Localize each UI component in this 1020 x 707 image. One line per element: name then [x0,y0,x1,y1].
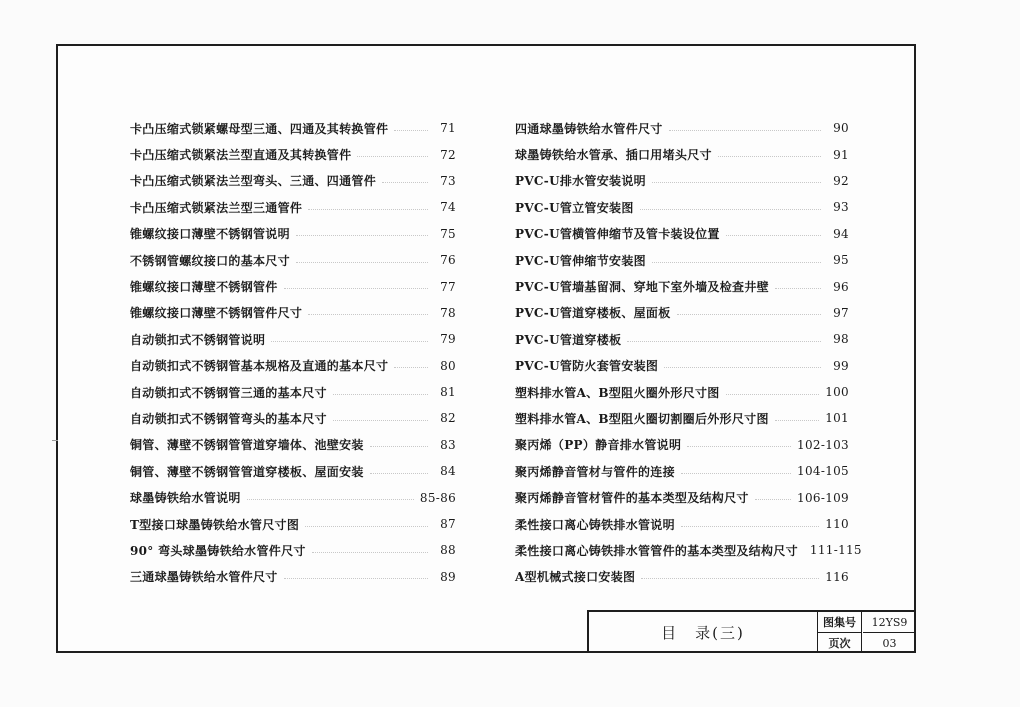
toc-entry-page: 78 [440,305,456,320]
page-number-value: 03 [882,636,897,650]
toc-right-column [515,115,862,590]
toc-entry-page: 74 [440,200,456,215]
toc-entry [515,300,849,326]
toc-entry-title: 90° 弯头球墨铸铁给水管件尺寸 [130,543,306,558]
toc-entry-title: 聚丙烯静音管材管件的基本类型及结构尺寸 [515,491,749,506]
toc-entry [130,194,456,220]
toc-entry-page: 81 [440,385,456,400]
dot-leader [357,156,428,157]
toc-entry [515,221,849,247]
toc-entry [130,484,456,510]
document-title: 目 录(三) [589,612,818,653]
toc-entry-page: 116 [825,569,849,584]
toc-entry-title: 卡凸压缩式锁紧螺母型三通、四通及其转换管件 [130,121,389,136]
dot-leader [755,499,791,500]
toc-entry-title: PVC-U管道穿楼板 [515,332,622,347]
toc-entry [130,221,456,247]
toc-entry-title: PVC-U排水管安装说明 [515,174,646,189]
atlas-number-value: 12YS9 [863,612,916,633]
dot-leader [677,314,821,315]
toc-entry-title: 卡凸压缩式锁紧法兰型直通及其转换管件 [130,148,352,163]
toc-entry-title: PVC-U管伸缩节安装图 [515,253,646,268]
toc-entry [130,273,456,299]
toc-entry-title: 自动锁扣式不锈钢管基本规格及直通的基本尺寸 [130,359,389,374]
dot-leader [726,235,821,236]
toc-entry-title: PVC-U管防火套管安装图 [515,359,659,374]
toc-entry [515,326,849,352]
toc-entry [515,141,849,167]
dot-leader [333,394,428,395]
toc-entry-page: 93 [833,200,849,215]
dot-leader [775,420,819,421]
toc-entry-page: 77 [440,279,456,294]
toc-entry-page: 88 [440,543,456,558]
dot-leader [681,526,819,527]
dot-leader [718,156,821,157]
dot-leader [687,446,791,447]
toc-entry [130,379,456,405]
dot-leader [271,341,428,342]
page-number-label: 页次 [818,633,862,653]
dot-leader [640,209,821,210]
toc-entry [130,353,456,379]
toc-entry-title: 聚丙烯静音管材与管件的连接 [515,464,675,479]
toc-entry-page: 106-109 [797,490,849,505]
toc-entry-title: T型接口球墨铸铁给水管尺寸图 [130,517,300,532]
toc-entry [130,511,456,537]
dot-leader [726,394,820,395]
toc-entry [515,537,862,563]
toc-entry-page: 85-86 [419,490,456,505]
toc-entry-title: 三通球墨铸铁给水管件尺寸 [130,570,278,585]
toc-entry-page: 90 [833,121,849,136]
toc-entry [515,484,849,510]
toc-entry [515,115,849,141]
toc-left-column [130,115,456,590]
toc-entry-title: 自动锁扣式不锈钢管说明 [130,332,266,347]
dot-leader [775,288,821,289]
toc-entry-title: 卡凸压缩式锁紧法兰型三通管件 [130,200,303,215]
toc-entry [515,379,849,405]
dot-leader [669,130,821,131]
dot-leader [308,209,428,210]
toc-entry-title: 卡凸压缩式锁紧法兰型弯头、三通、四通管件 [130,174,377,189]
dot-leader [247,499,414,500]
dot-leader [305,526,428,527]
dot-leader [370,473,428,474]
dot-leader [296,262,428,263]
toc-entry [130,564,456,590]
toc-entry [515,432,849,458]
dot-leader [652,182,821,183]
toc-entry-title: 聚丙烯（PP）静音排水管说明 [515,438,682,453]
toc-entry [515,458,849,484]
toc-entry-title: 塑料排水管A、B型阻火圈切割圈后外形尺寸图 [515,411,769,426]
toc-entry-page: 71 [440,121,456,136]
toc-entry [515,247,849,273]
toc-entry-page: 92 [833,173,849,188]
toc-entry-page: 97 [833,305,849,320]
toc-entry-title: 塑料排水管A、B型阻火圈外形尺寸图 [515,385,720,400]
dot-leader [382,182,428,183]
dot-leader [641,578,819,579]
toc-entry [130,247,456,273]
toc-entry-page: 73 [440,173,456,188]
toc-entry-page: 99 [833,358,849,373]
toc-entry-title: 自动锁扣式不锈钢管三通的基本尺寸 [130,385,327,400]
toc-entry-title: 不锈钢管螺纹接口的基本尺寸 [130,253,290,268]
toc-entry [515,168,849,194]
toc-entry [130,300,456,326]
title-block [587,610,916,653]
toc-entry [130,432,456,458]
dot-leader [370,446,428,447]
toc-entry [130,326,456,352]
toc-entry-title: 铜管、薄壁不锈钢管管道穿楼板、屋面安装 [130,464,364,479]
dot-leader [627,341,821,342]
toc-entry-title: 锥螺纹接口薄壁不锈钢管说明 [130,227,290,242]
toc-entry-title: PVC-U管墙基留洞、穿地下室外墙及检查井壁 [515,280,769,295]
toc-entry [515,564,849,590]
toc-entry-page: 76 [440,253,456,268]
toc-entry-title: PVC-U管道穿楼板、屋面板 [515,306,671,321]
toc-entry-page: 75 [440,226,456,241]
toc-entry [130,115,456,141]
toc-entry-page: 82 [440,411,456,426]
toc-entry-page: 96 [833,279,849,294]
toc-entry-page: 100 [825,385,849,400]
toc-entry-page: 95 [833,253,849,268]
toc-entry-page: 72 [440,147,456,162]
toc-entry [130,458,456,484]
toc-entry-page: 83 [440,437,456,452]
toc-entry-page: 87 [440,517,456,532]
toc-entry [515,511,849,537]
toc-entry [515,405,849,431]
toc-entry-title: 自动锁扣式不锈钢管弯头的基本尺寸 [130,411,327,426]
dot-leader [284,578,428,579]
toc-entry-title: 球墨铸铁给水管说明 [130,491,241,506]
toc-entry-page: 98 [833,332,849,347]
toc-entry-page: 104-105 [797,464,849,479]
dot-leader [681,473,791,474]
toc-entry-page: 111-115 [809,543,862,558]
toc-entry [515,353,849,379]
atlas-number-label: 图集号 [818,612,862,633]
dot-leader [284,288,428,289]
toc-entry [130,537,456,563]
toc-entry [130,168,456,194]
toc-entry [130,141,456,167]
toc-entry-title: 锥螺纹接口薄壁不锈钢管件 [130,280,278,295]
toc-entry-title: 铜管、薄壁不锈钢管管道穿墙体、池壁安装 [130,438,364,453]
toc-entry-page: 80 [440,358,456,373]
toc-entry-page: 94 [833,226,849,241]
toc-entry [515,194,849,220]
dot-leader [308,314,428,315]
toc-entry-page: 84 [440,464,456,479]
dot-leader [652,262,821,263]
toc-entry-title: 锥螺纹接口薄壁不锈钢管件尺寸 [130,306,303,321]
toc-entry-page: 102-103 [797,437,849,452]
toc-entry-title: A型机械式接口安装图 [515,570,636,585]
toc-entry-page: 101 [825,411,849,426]
dot-leader [296,235,428,236]
toc-entry-title: PVC-U管立管安装图 [515,200,634,215]
dot-leader [312,552,428,553]
dot-leader [664,367,821,368]
dot-leader [394,130,428,131]
toc-entry-page: 91 [833,147,849,162]
toc-entry-page: 89 [440,569,456,584]
dot-leader [333,420,428,421]
toc-entry-page: 110 [825,517,849,532]
toc-entry [515,273,849,299]
toc-entry-title: 四通球墨铸铁给水管件尺寸 [515,121,663,136]
toc-entry-page: 79 [440,332,456,347]
toc-entry-title: 柔性接口离心铸铁排水管说明 [515,517,675,532]
toc-entry-title: 柔性接口离心铸铁排水管管件的基本类型及结构尺寸 [515,543,798,558]
toc-entry [130,405,456,431]
toc-entry-title: 球墨铸铁给水管承、插口用堵头尺寸 [515,148,712,163]
toc-entry-title: PVC-U管横管伸缩节及管卡装设位置 [515,227,720,242]
dot-leader [394,367,428,368]
margin-tick [52,440,58,441]
